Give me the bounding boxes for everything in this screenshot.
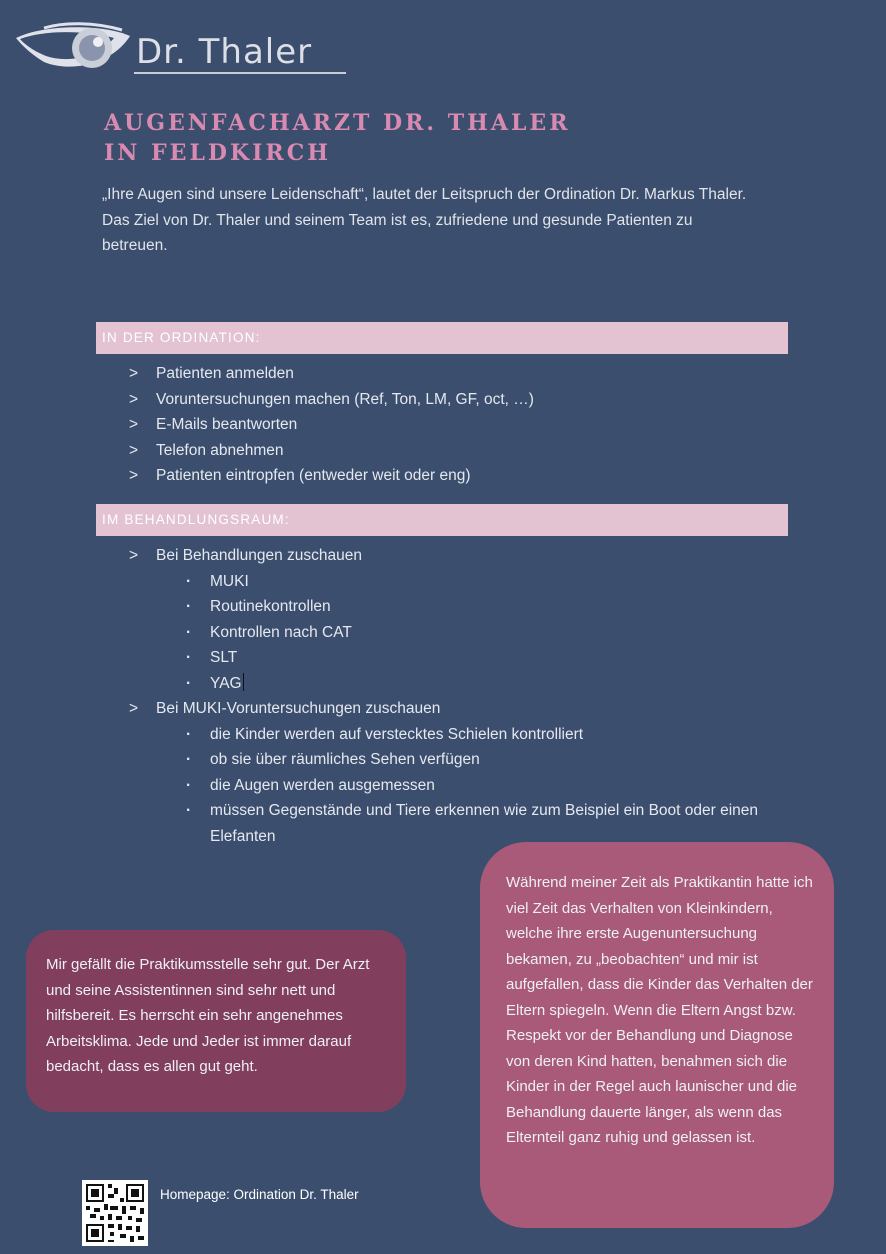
section-heading-ordination: IN DER ORDINATION: xyxy=(96,322,788,354)
list-item: > Voruntersuchungen machen (Ref, Ton, LM, GF, oct, …) xyxy=(126,387,534,413)
list-item: > Telefon abnehmen xyxy=(126,438,534,464)
homepage-label: Homepage: Ordination Dr. Thaler xyxy=(160,1187,359,1202)
intro-text xyxy=(102,182,762,259)
title-line-2: IN FELDKIRCH xyxy=(104,140,331,166)
sub-list-item: · die Augen werden ausgemessen xyxy=(156,773,770,799)
list-item xyxy=(126,696,770,849)
sub-list-item: · MUKI xyxy=(156,569,770,595)
intro-paragraph-2: Das Ziel von Dr. Thaler und seinem Team ist es, zufriedene und gesunde Patienten zu betreuen. xyxy=(102,211,693,254)
sub-list xyxy=(156,569,770,697)
sub-list-item: · müssen Gegenstände und Tiere erkennen wie zum Beispiel ein Boot oder einen Elefanten xyxy=(156,798,770,849)
experience-box-right: Während meiner Zeit als Praktikantin hatte ich viel Zeit das Verhalten von Kleinkindern, welche ihre erste Augenuntersuchung bekamen, zu „beobachten“ und mir ist aufgefallen, dass die Kinder das Verhalten der Eltern spiegeln. Wenn die Eltern Angst bzw. Respekt vor der Behandlung und Diagnose von deren Kind hatten, benahmen sich die Kinder in der Regel auch launischer und die Behandlung dauerte länger, als wenn das Elternteil ganz ruhig und gelassen ist. xyxy=(480,842,834,1228)
eye-icon xyxy=(14,22,134,78)
sub-list xyxy=(156,722,770,850)
page-title xyxy=(104,108,571,168)
list-item: > E-Mails beantworten xyxy=(126,412,534,438)
intro-paragraph-1: „Ihre Augen sind unsere Leidenschaft“, lautet der Leitspruch der Ordination Dr. Markus Thaler. xyxy=(102,186,747,203)
section-heading-behandlungsraum: IM BEHANDLUNGSRAUM: xyxy=(96,504,788,536)
title-line-1: AUGENFACHARZT DR. THALER xyxy=(104,110,571,136)
text-cursor xyxy=(243,673,244,691)
ordination-task-list xyxy=(126,361,534,489)
sub-list-item: · Kontrollen nach CAT xyxy=(156,620,770,646)
list-item xyxy=(126,543,770,696)
behandlungsraum-task-list xyxy=(126,543,770,849)
sub-list-item-text: YAG xyxy=(210,674,242,692)
sub-list-item: · Routinekontrollen xyxy=(156,594,770,620)
sub-list-item: · ob sie über räumliches Sehen verfügen xyxy=(156,747,770,773)
experience-box-left: Mir gefällt die Praktikumsstelle sehr gut. Der Arzt und seine Assistentinnen sind sehr nett und hilfsbereit. Es herrscht ein sehr angenehmes Arbeitsklima. Jede und Jeder ist immer darauf bedacht, dass es allen gut geht. xyxy=(26,930,406,1112)
logo xyxy=(14,22,344,78)
list-item-label: Bei MUKI-Voruntersuchungen zuschauen xyxy=(156,700,441,717)
sub-list-item: · SLT xyxy=(156,645,770,671)
list-item: > Patienten eintropfen (entweder weit oder eng) xyxy=(126,463,534,489)
sub-list-item xyxy=(156,671,770,697)
list-item: > Patienten anmelden xyxy=(126,361,534,387)
qr-code-icon xyxy=(82,1180,148,1246)
list-item-label: Bei Behandlungen zuschauen xyxy=(156,547,362,564)
sub-list-item: · die Kinder werden auf verstecktes Schielen kontrolliert xyxy=(156,722,770,748)
logo-underline xyxy=(134,72,346,74)
logo-text: Dr. Thaler xyxy=(136,32,313,72)
